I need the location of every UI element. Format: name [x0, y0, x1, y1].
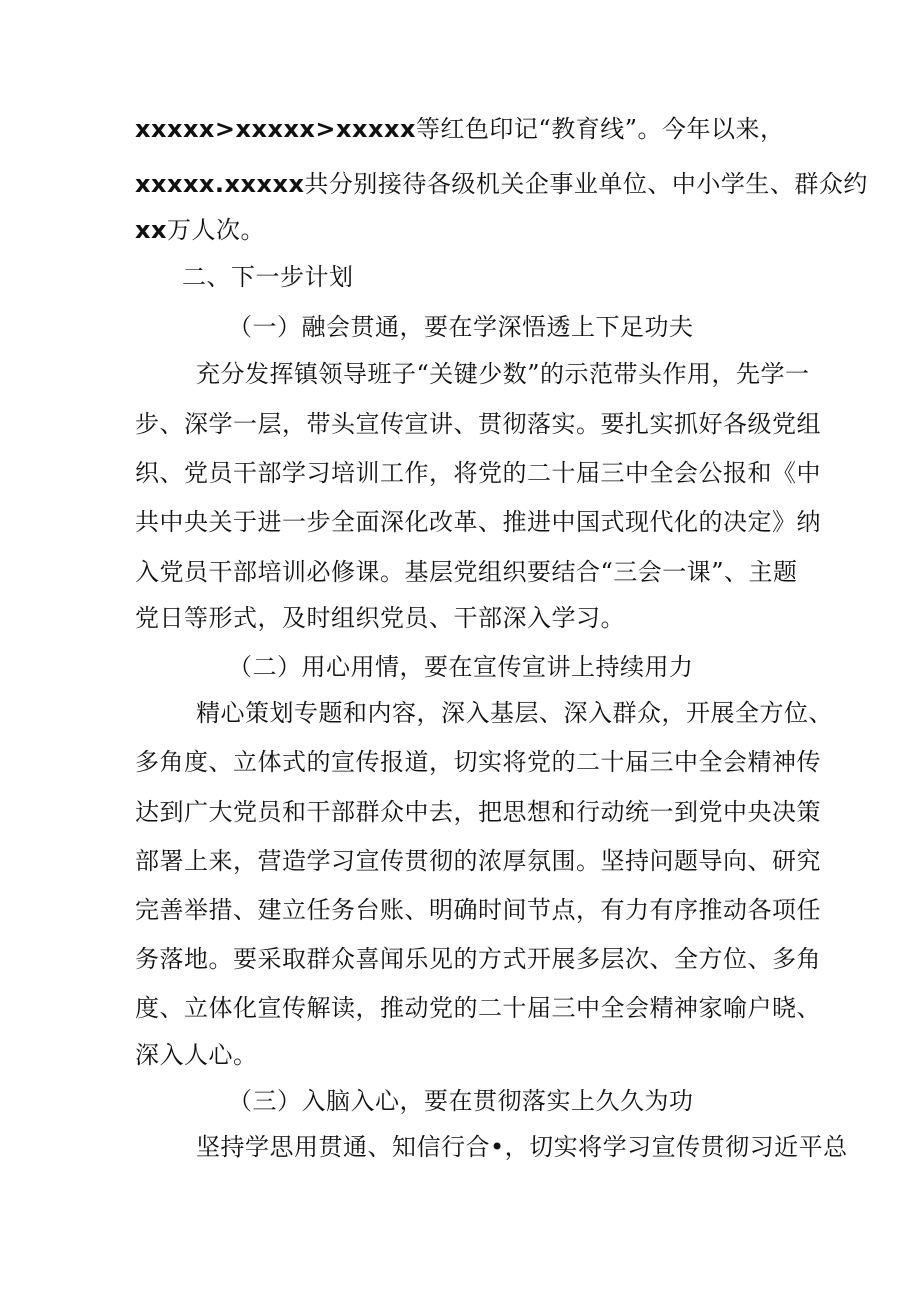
- paragraph-line: 步、深学一层，带头宣传宣讲、贯彻落实。要扎实抓好各级党组: [135, 410, 821, 438]
- paragraph-line: 部署上来，营造学习宣传贯彻的浓厚氛围。坚持问题导向、研究: [135, 847, 821, 875]
- paragraph-line: 充分发挥镇领导班子“关键少数”的示范带头作用，先学一: [196, 360, 810, 388]
- section-heading: 二、下一步计划: [182, 263, 354, 291]
- paragraph-line: 深入人心。: [135, 1041, 258, 1069]
- intro-line-3: [135, 214, 265, 246]
- paragraph-line: 务落地。要采取群众喜闻乐见的方式开展多层次、全方位、多角: [135, 945, 821, 973]
- count-code: xx: [135, 216, 167, 244]
- subsection-heading-3: （三）入脑入心，要在贯彻落实上久久为功: [228, 1087, 694, 1115]
- intro-line-1: [135, 113, 784, 145]
- intro-text: 万人次。: [166, 216, 265, 244]
- route-code: xxxxx>xxxxx>xxxxx: [135, 115, 416, 143]
- subsection-heading-2: （二）用心用情，要在宣传宣讲上持续用力: [228, 653, 694, 681]
- subsection-heading-1: （一）融会贯通，要在学深悟透上下足功夫: [228, 313, 694, 341]
- paragraph-line: 织、党员干部学习培训工作，将党的二十届三中全会公报和《中: [135, 459, 821, 487]
- paragraph-line: 完善举措、建立任务台账、明确时间节点，有力有序推动各项任: [135, 896, 821, 924]
- paragraph-line: 坚持学思用贯通、知信行合•，切实将学习宣传贯彻习近平总: [196, 1133, 848, 1161]
- paragraph-line: 入党员干部培训必修课。基层党组织要结合“三会一课”、主题: [135, 558, 798, 586]
- intro-text: 共分别接待各级机关企事业单位、中小学生、群众约: [304, 170, 868, 198]
- paragraph-line: 达到广大党员和干部群众中去，把思想和行动统一到党中央决策: [135, 798, 821, 826]
- paragraph-line: 共中央关于进一步全面深化改革、推进中国式现代化的决定》纳: [135, 508, 821, 536]
- paragraph-line: 多角度、立体式的宣传报道，切实将党的二十届三中全会精神传: [135, 748, 821, 776]
- site-code: xxxxx.xxxxx: [135, 170, 305, 198]
- intro-text: 等红色印记“教育线”。今年以来，: [415, 115, 785, 143]
- paragraph-line: 度、立体化宣传解读，推动党的二十届三中全会精神家喻户晓、: [135, 994, 821, 1022]
- paragraph-line: 精心策划专题和内容，深入基层、深入群众，开展全方位、: [196, 699, 833, 727]
- intro-line-2: [135, 168, 868, 200]
- paragraph-line: 党日等形式，及时组织党员、干部深入学习。: [135, 604, 625, 632]
